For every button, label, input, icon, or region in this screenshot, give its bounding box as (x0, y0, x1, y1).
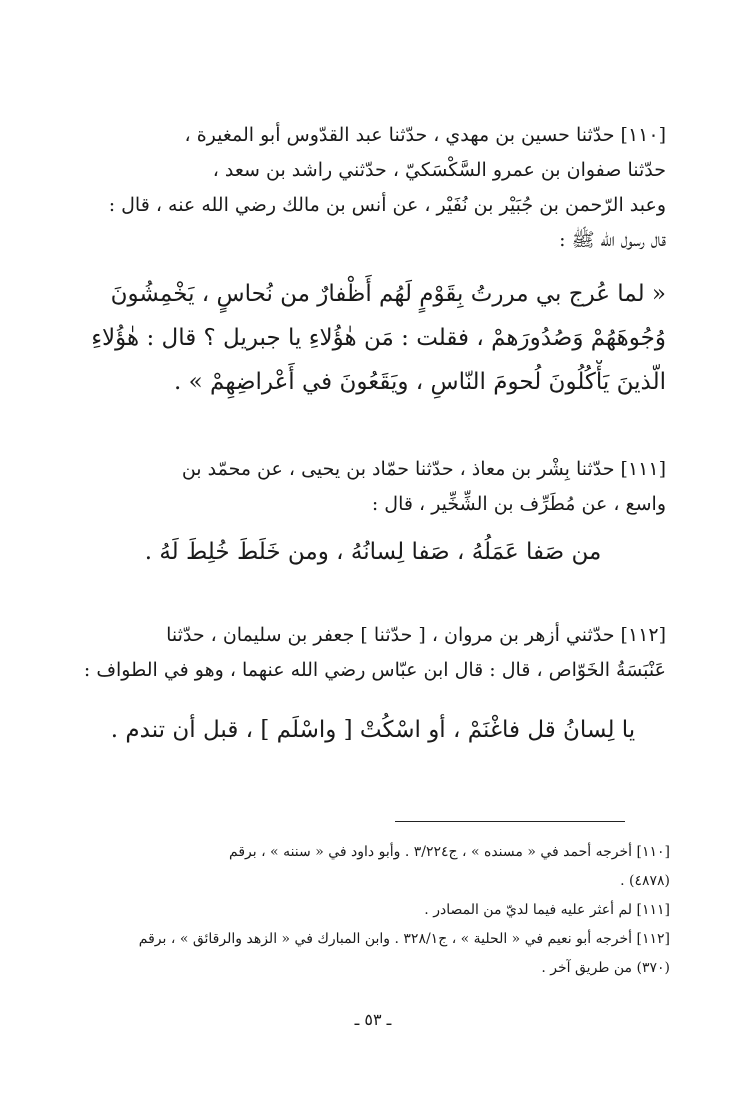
text-line: [١١١] حدّثنا بِشْر بن معاذ ، حدّثنا حمّاد بن يحيى ، عن محمّد بن (181, 458, 666, 480)
text-line: وعبد الرّحمن بن جُبَيْر بن نُفَيْر ، عن أنس بن مالك رضي الله عنه ، قال : (108, 194, 666, 216)
text-line: « لما عُرج بي مررتُ بِقَوْمٍ لَهُم أَظْفارٌ من نُحاسٍ ، يَخْمِشُونَ (110, 281, 666, 307)
footnotes (70, 838, 670, 983)
text-line: الّذينَ يَأْكُلُونَ لُحومَ النّاسِ ، ويَقَعُونَ في أَعْراضِهِمْ » . (174, 369, 666, 395)
hadith-110-matn (80, 272, 666, 404)
text-line: عَنْبَسَةُ الخَوّاص ، قال : قال ابن عبّاس رضي الله عنهما ، وهو في الطواف : (83, 659, 666, 681)
hadith-110-isnad (80, 118, 666, 258)
text-line: يا لِسانُ قل فاغْنَمْ ، أو اسْكُتْ [ واسْلَم ] ، قبل أن تندم . (110, 717, 636, 743)
text-line: قال رسول الله ﷺ : (559, 229, 666, 251)
hadith-112-matn (80, 708, 666, 752)
text-line: [١١٢] حدّثني أزهر بن مروان ، [ حدّثنا ] جعفر بن سليمان ، حدّثنا (166, 624, 666, 646)
hadith-111-matn (80, 530, 666, 574)
text-line: من صَفا عَمَلُهُ ، صَفا لِسانُهُ ، ومن خَلَطَ خُلِطَ لَهُ . (144, 539, 602, 565)
text-line: وُجُوهَهُمْ وَصُدُورَهمْ ، فقلت : مَن هٰؤُلاءِ يا جبريل ؟ قال : هٰؤُلاءِ (91, 325, 666, 351)
footnote-line: [١١٠] أخرجه أحمد في « مسنده » ، ج٣/٢٢٤ . وأبو داود في « سننه » ، برقم (229, 844, 670, 860)
footnote-line: [١١٢] أخرجه أبو نعيم في « الحلية » ، ج٣٢٨/١ . وابن المبارك في « الزهد والرقائق » ، برقم (138, 931, 670, 947)
text-line: واسع ، عن مُطَرِّف بن الشِّخِّير ، قال : (371, 493, 666, 515)
hadith-111-isnad (80, 452, 666, 522)
footnote-line: [١١١] لم أعثر عليه فيما لديّ من المصادر . (424, 902, 670, 918)
text-line: حدّثنا صفوان بن عمرو السَّكْسَكيّ ، حدّثني راشد بن سعد ، (212, 159, 666, 181)
footnote-line: (٣٧٠) من طريق آخر . (541, 960, 670, 976)
footnote-line: (٤٨٧٨) . (620, 873, 670, 889)
text-line: [١١٠] حدّثنا حسين بن مهدي ، حدّثنا عبد القدّوس أبو المغيرة ، (184, 124, 666, 146)
footnote-separator (395, 821, 625, 822)
hadith-112-isnad (80, 618, 666, 688)
page-number: ـ ٥٣ ـ (354, 1010, 392, 1029)
